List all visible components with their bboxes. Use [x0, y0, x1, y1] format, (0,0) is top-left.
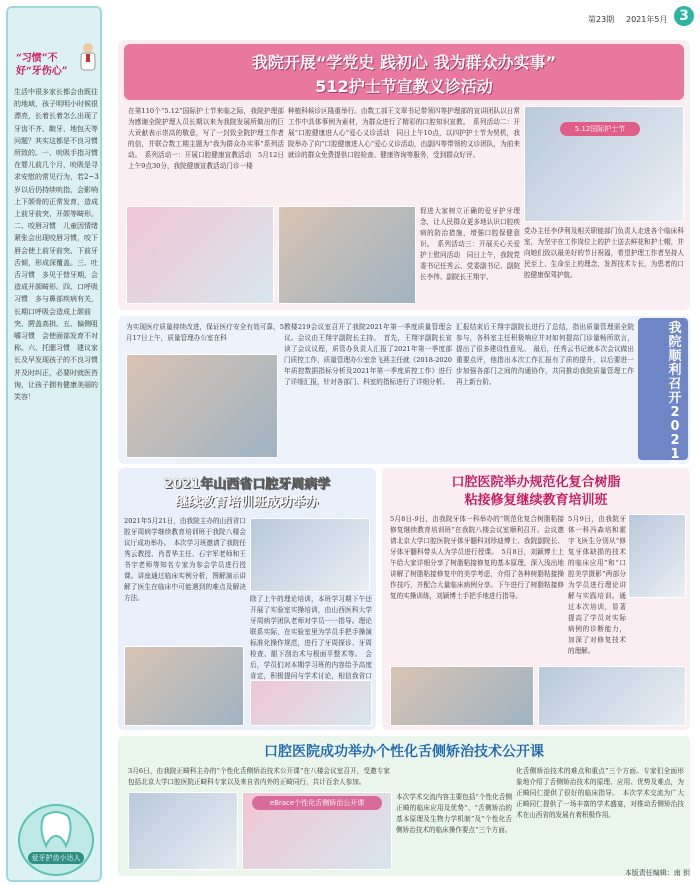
article-nurses-day-title-2: 512护士节宣教义诊活动 [315, 77, 493, 96]
article-nurses-day-title-1: 我院开展“学党史 践初心 我为群众办实事” [251, 53, 557, 72]
photo-meeting-room [126, 354, 278, 458]
article-quality-col2: 教楼219会议室召开了我院2021年第一季度质量管理会议。会议由王翔宇副院长主持。 首先，王翔宇副院长宣读了会议议程，质管办负责人汇报了2021年第一季度部门质控工作，质量管理办公室余飞燕主任就《2018-2020年质控数据指标分析及2021年第一季度质控工作》进行了详细汇报，针对各部门、科室的指标进行了详细分析。 [284, 323, 452, 386]
article-periodontal-title-2: 继续教育培训班成功举办 [175, 495, 319, 510]
article-nurses-day-banner [124, 44, 684, 100]
article-nurses-day-col3: 促进大家树立正确的爱牙护牙理念，让人民群众更多地认识口腔疾病的防治措施，增强口腔保健意识。 系列活动三：开展关心关爱护士慰问活动 同日上午，我院党委书记任秀云、党委副书记、副院长李伟、副院长王翔宇、 [420, 207, 520, 281]
tooth-mascot-logo [18, 804, 94, 876]
article-resin-title-1: 口腔医院举办规范化复合树脂 [451, 475, 621, 490]
article-lingual-title: 口腔医院成功举办个性化舌侧矫治技术公开课 [264, 744, 544, 760]
photo-attendees [250, 680, 372, 726]
article-quality-col1: 为实现医疗质量持续改进，保证医疗安全有效可靠，5月17日上午，质量管理办公室在科 [126, 323, 284, 342]
photo-consultation [278, 206, 416, 304]
article-quality-col3: 汇报结束后王翔宇副院长进行了总结，指出质量管理需全院参与，各科室主任积极响应并对如何提高门诊量畅所欲言，提出了很多建设性意见。 最后，任秀云书记就本次会议做出重要点评，他指出本次工作汇报有了质的提升，以后要进一步加强各部门之间的沟通协作，共同推动我院质量管理工作再上新台阶。 [456, 323, 634, 386]
sidebar-column [6, 6, 105, 882]
sidebar-title: “习惯”不好“牙伤心” [16, 53, 68, 77]
doctor-figure-icon [78, 42, 98, 72]
photo-classroom-2 [538, 666, 686, 726]
page-header [588, 6, 694, 28]
issue-date: 2021年5月 [626, 15, 668, 24]
article-periodontal-title-1: 2021年山西省口腔牙周病学 [163, 477, 331, 492]
lingual-course-banner: eBrace个性化舌侧矫治公开课 [252, 796, 382, 810]
article-lingual-col1: 3月6日，由我院正畸科主办的“个性化舌侧矫治技术公开课”在八楼会议室召开，受邀专家包括北京大学口腔医院正畸科专家以及来自省内外的正畸同行，共计百余人参加。 [128, 767, 390, 786]
photo-lecture [126, 206, 274, 304]
photo-classroom-1 [390, 666, 534, 726]
article-quality-title [638, 318, 688, 460]
page-number: 3 [674, 6, 694, 26]
article-nurses-day-col1: 在第110个“5.12”国际护士节来临之际，我院护理部为感谢全院护理人员长期以来为我院发展所做出的巨大贡献表示崇高的敬意，写了一封致全院护理工作者的信，并联合数工期主题为“我为群众办实事”系列活动。 系列活动一：开展口腔健康宣教活动 5月12日上午9点30分，我院健康宣教活动门诊一楼 [128, 107, 284, 170]
photo-presentation [250, 518, 370, 592]
photo-lab-practice [124, 646, 244, 726]
article-nurses-day-col4: 党办主任李伊利及相关职能部门负责人走进各个临床科室，为坚守在工作岗位上的护士送去鲜花和护士帽，并向她们致以最美好的节日祝福，希望护理工作者坚持人民至上、生命至上的理念，发挥技术专长，为患者的口腔健康保驾护航。 [524, 227, 684, 279]
article-periodontal-col1: 2021年5月21日，由我院主办的山西省口腔牙周病学继续教育培训班于我院八楼会议厅成功举办。 本次学习班邀请了我院任秀云教授、肖晋华主任、石宇军老师和王书宇老师等知名专家为参会学员进行授课。讲座通过临床实例分析，图解演示讲解了医生在临床中可能遇到的难点及解决方法。 [124, 517, 246, 602]
issue-number: 第23期 [588, 15, 615, 24]
tooth-icon [20, 806, 92, 856]
article-resin-title-2: 粘接修复继续教育培训班 [464, 493, 608, 508]
article-lingual-col3: 化舌侧矫治技术的难点和重点”三个方面。专家们全面形象地介绍了舌侧矫治技术的原理、应用、优势及难点，为正畸同仁提供了很好的临床指导。 本次学术交流为广大正畸同仁提供了一场丰富的学术盛宴，对推动舌侧矫治技术在山西省的发展有着积极作用。 [516, 767, 684, 819]
photo-speaker [628, 514, 686, 598]
article-lingual-col2: 本次学术交流内容主要包括“个性化舌侧正畸的临床应用及优势”、“舌侧矫治的基本原理及生物力学机制”及“个性化舌侧矫治技术的临床操作要点”三个方面。 [396, 793, 512, 834]
article-quality-title-text: 我院顺利召开2021 [668, 321, 682, 462]
article-resin-col2: 5月9日，由我院牙体一科冯森培和霍宇飞医生分别从“修复牙体缺损的技术的临床应用”和“口腔美学摄影”两部分为学员进行理论讲解与实践培训。通过本次培训，显著提高了学员对实际病例的诊断能力，加深了对修复技术的理解。 [568, 515, 626, 655]
article-resin-col1: 5月8日-9日，由我院牙体一科举办的“规范化复合树脂粘接修复继续教育培训班”在我院八楼会议室顺利召开。会议邀请北京大学口腔医院牙体牙髓科刘珍迪博士、我院副院长、牙体牙髓科带头人为学员进行授课。 5月8日，刘颖博士上午给大家详细分享了树脂粘接修复的基本原理，深入浅出地讲解了树脂粘接修复中的美学考虑，介绍了各种树脂粘接操作技巧，并配合大量临床病例分享。下午进行了树脂粘接修复的实操训练，刘颖博士手把手地进行指导。 [390, 515, 564, 600]
nurses-day-badge: 5.12国际护士节 [560, 122, 640, 136]
footer-editor: 本版责任编辑：南 钥 [624, 869, 690, 877]
logo-text: 爱牙护齿小达人 [28, 852, 84, 864]
sidebar-body: 生活中很多家长都会由既往的地域，孩子明明小时候很漂亮，长着长着怎么出现了牙齿不齐、龅牙、地包天等问题？其实这都是不良习惯所致的。一、吮吸手指习惯 在婴儿前几个月，吮吸是寻求安慰的常见行为，若2~3岁以后仍持续吮指，会影响上下颌骨的正常发育，造成上前牙前突、开颌等畸形。二、咬唇习惯 儿童因情绪紧张会出现咬唇习惯，咬下唇会使上前牙前突、下前牙舌倾，形成深覆盖。三、吐舌习惯 多见于替牙期，会造成开颌畸形。四、口呼吸习惯 多与鼻部疾病有关，长期口呼吸会造成上颌前突、腭盖高拱。五、偏侧咀嚼习惯 会使面部发育不对称。六、托腮习惯 建议家长及早发现孩子的不良习惯并及时纠正，必要时就医咨询，让孩子拥有健康美丽的笑容！ [14, 88, 105, 402]
article-periodontal-col2: 除了上午的理论培训，本班学习期下午还开展了实验室实操培训，由山西医科大学牙周病学团队老师对学员一一指导。理论联系实际，在实验室里为学员手把手操演标准化操作规范，进行了牙周探诊、牙周检查、龈下刮治术与根面平整术等。 会后，学员们对本期学习班的内容给予高度肯定，积极提问与学术讨论，相信我省口 [250, 595, 372, 680]
photo-lecturer [128, 792, 238, 870]
article-nurses-day-col2: 种植科候诊区隆重举行。由数工部王文翠书记带领四等护理部的宣讲团队以日常工作中具体事例为素材，为群众进行了精彩的口腔知识宣教。 系列活动二：开展“口腔健康进人心”爱心义诊活动 同日上午10点，以四护护士节为契机，我院举办了向“口腔健康进人心”爱心义诊活动，由副四等带领的义诊团队，为前来就诊的群众免费提供口腔检查、健康咨询等服务，受到群众好评。 [288, 107, 520, 159]
